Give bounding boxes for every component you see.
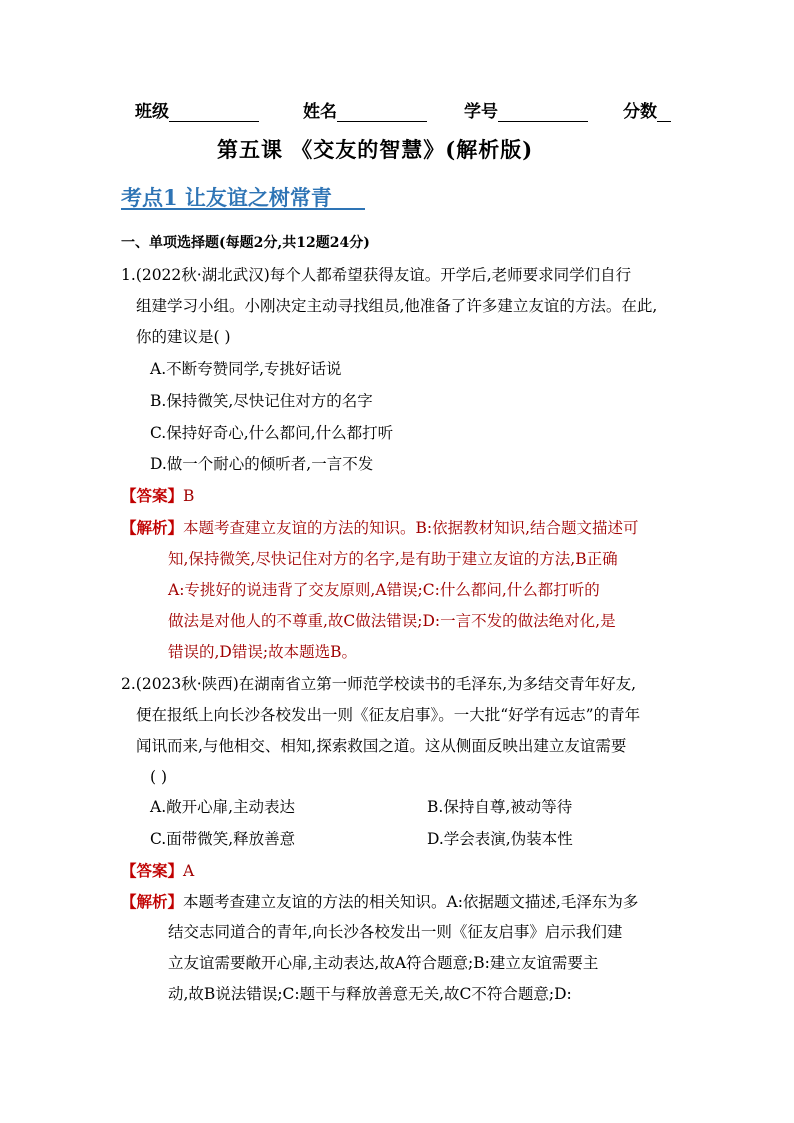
q2-option-b[interactable]: B.保持自尊,被动等待: [427, 798, 573, 816]
q1-option-b[interactable]: B.保持微笑,尽快记住对方的名字: [150, 392, 373, 410]
page-title: 第五课 《交友的智慧》(解析版): [217, 137, 534, 162]
number-label: 学号: [464, 102, 498, 122]
class-label: 班级: [135, 102, 169, 122]
name-field: [303, 97, 427, 122]
q1-analysis-line-5: 错误的,D错误;故本题选B。: [168, 643, 357, 661]
q1-answer-tag: 【答案】: [121, 486, 184, 505]
q2-stem-line-2: 便在报纸上向长沙各校发出一则《征友启事》。一大批“好学有远志”的青年: [136, 706, 641, 724]
q1-answer: [121, 480, 194, 512]
score-field: [623, 97, 671, 122]
q2-analysis-line-2: 结交志同道合的青年,向长沙各校发出一则《征友启事》启示我们建: [168, 923, 623, 941]
q1-analysis-line-2: 知,保持微笑,尽快记住对方的名字,是有助于建立友谊的方法,B正确: [168, 550, 618, 568]
q2-option-a[interactable]: A.敞开心扉,主动表达: [150, 798, 296, 816]
name-blank[interactable]: [337, 103, 427, 122]
q1-analysis-line-1: [121, 512, 639, 544]
section-heading: 一、单项选择题(每题2分,共12题24分): [121, 235, 370, 251]
q2-analysis-line-3: 立友谊需要敞开心扉,主动表达,故A符合题意;B:建立友谊需要主: [168, 954, 599, 972]
q1-stem-line-2: 组建学习小组。小刚决定主动寻找组员,他准备了许多建立友谊的方法。在此,: [136, 297, 658, 315]
q1-stem-line-3: 你的建议是( ): [136, 328, 231, 346]
q1-analysis-tag: 【解析】: [121, 518, 184, 537]
class-field: [135, 97, 259, 122]
q1-option-c[interactable]: C.保持好奇心,什么都问,什么都打听: [150, 424, 394, 442]
q2-option-c[interactable]: C.面带微笑,释放善意: [150, 830, 296, 848]
q2-analysis-tag: 【解析】: [121, 892, 184, 911]
q2-stem-line-3: 闻讯而来,与他相交、相知,探索救国之道。这从侧面反映出建立友谊需要: [136, 737, 627, 755]
q2-answer-value: A: [183, 862, 195, 880]
q1-answer-value: B: [183, 487, 195, 505]
q2-analysis-text-1: 本题考查建立友谊的方法的相关知识。A:依据题文描述,毛泽东为多: [183, 893, 639, 911]
q2-answer-tag: 【答案】: [121, 861, 184, 880]
q1-option-d[interactable]: D.做一个耐心的倾听者,一言不发: [150, 455, 374, 473]
topic-underline: [121, 208, 365, 210]
q1-analysis-text-1: 本题考查建立友谊的方法的知识。B:依据教材知识,结合题文描述可: [183, 519, 639, 537]
score-label: 分数: [623, 102, 657, 122]
topic-heading: 考点1 让友谊之树常青: [121, 185, 332, 210]
class-blank[interactable]: [169, 103, 259, 122]
q1-stem-line-1: 1.(2022秋·湖北武汉)每个人都希望获得友谊。开学后,老师要求同学们自行: [121, 266, 632, 284]
score-blank[interactable]: [657, 103, 671, 122]
q2-answer: [121, 855, 194, 887]
name-label: 姓名: [303, 102, 337, 122]
q2-stem-line-4: ( ): [150, 768, 168, 786]
number-blank[interactable]: [498, 103, 588, 122]
q2-stem-line-1: 2.(2023秋·陕西)在湖南省立第一师范学校读书的毛泽东,为多结交青年好友,: [121, 675, 637, 693]
q1-option-a[interactable]: A.不断夸赞同学,专挑好话说: [150, 360, 342, 378]
q2-analysis-line-4: 动,故B说法错误;C:题干与释放善意无关,故C不符合题意;D:: [168, 985, 572, 1003]
q2-analysis-line-1: [121, 886, 638, 918]
q1-analysis-line-4: 做法是对他人的不尊重,故C做法错误;D:一言不发的做法绝对化,是: [168, 612, 616, 630]
q2-option-d[interactable]: D.学会表演,伪装本性: [427, 830, 573, 848]
q1-analysis-line-3: A:专挑好的说违背了交友原则,A错误;C:什么都问,什么都打听的: [168, 581, 600, 599]
number-field: [464, 97, 588, 122]
